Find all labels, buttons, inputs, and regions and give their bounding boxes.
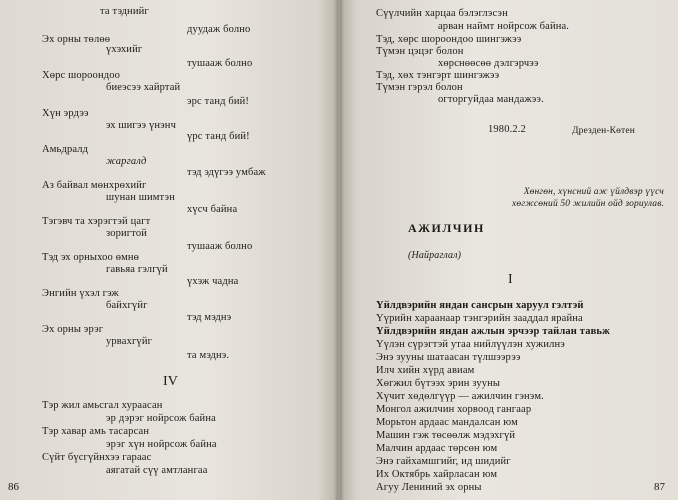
page-number: 86 — [8, 481, 19, 493]
poem-line: Энгийн үхэл гэж — [42, 288, 119, 299]
epigraph-line: хөгжсөний 50 жилийн ойд зориулав. — [512, 199, 664, 209]
poem-line: эр дэрэг нойрсож байна — [106, 413, 216, 424]
book-gutter — [334, 0, 344, 500]
left-page — [0, 0, 338, 500]
poem-line: Эх орны эрэг — [42, 324, 104, 335]
poem-line: Үйлдвэрийн яндан ажлын эрчээр тайлан тавьж — [376, 326, 610, 337]
poem-line: тушааж болно — [187, 58, 253, 69]
poem-line: Тэд, хөрс шороондоо шингэжээ — [376, 34, 522, 45]
poem-line: Үйлдвэрийн яндан сансрын харуул гэлтэй — [376, 300, 584, 311]
poem-line: эх шигээ үнэнч — [106, 120, 176, 131]
poem-line: гавьяа гэлгүй — [106, 264, 168, 275]
poem-line: Хүчит хөдөлгүүр — ажилчин гэнэм. — [376, 391, 544, 402]
poem-line: Үүрийн хараанаар тэнгэрийн зааддал ярайна — [376, 313, 583, 324]
right-page — [340, 0, 678, 500]
poem-line: үрс танд бий! — [187, 131, 250, 142]
poem-line: Сүйт бүсгүйнхээ гараас — [42, 452, 152, 463]
section-number: I — [508, 272, 513, 287]
poem-line: Аз байвал мөнхрөхийг — [42, 180, 147, 191]
poem-line: тэд эдүгээ умбаж — [187, 167, 266, 178]
poem-line: Түмэн гэрэл болон — [376, 82, 463, 93]
poem-line: эрэг хүн нойрсож байна — [106, 439, 217, 450]
poem-line: урвахгүйг — [106, 336, 153, 347]
poem-line: байхгүйг — [106, 300, 148, 311]
poem-line: аягатай сүү амтлангаа — [106, 465, 208, 476]
poem-line: Илч хийн хүрд авиам — [376, 365, 475, 376]
poem-line: арван наймт нойрсож байна. — [438, 21, 570, 32]
poem-line: Түмэн цэцэг болон — [376, 46, 464, 57]
poem-line: Малчин ардаас төрсөн юм — [376, 443, 498, 454]
poem-line: Тэгэвч та хэрэгтэй цагт — [42, 216, 151, 227]
poem-line: огторгуйдаа мандажээ. — [438, 94, 544, 105]
page-number: 87 — [654, 481, 665, 493]
section-number: IV — [163, 374, 179, 389]
poem-line: зоригтой — [106, 228, 148, 239]
poem-title: АЖИЛЧИН — [408, 221, 485, 235]
epigraph-line: Хөнгөн, хүнсний аж үйлдвэр үүсч — [523, 187, 664, 197]
poem-line: хүсч байна — [187, 204, 238, 215]
poem-line: Тэр хавар амь тасарсан — [42, 426, 150, 437]
poem-line: шунан шимтэн — [106, 192, 175, 203]
poem-line: Тэд эх орныхоо өмнө — [42, 252, 140, 263]
poem-line: Үүлэн сүрэгтэй утаа нийлүүлэн хужилнэ — [376, 339, 565, 350]
poem-line: Хөгжил бүтээх эрин зууны — [376, 378, 501, 389]
poem-line: үхэж чадна — [187, 276, 239, 287]
poem-line: Хөрс шороондоо — [42, 70, 121, 81]
poem-line: Агуу Лениний эх орны — [376, 482, 482, 493]
poem-line: та мэднэ. — [187, 350, 230, 361]
poem-line: жаргалд — [106, 156, 147, 167]
poem-line: Эх орны төлөө — [42, 34, 111, 45]
poem-line: Амьдралд — [42, 144, 89, 155]
poem-line: Морьтон ардаас мандалсан юм — [376, 417, 518, 428]
poem-line: та тэднийг — [100, 6, 149, 17]
poem-line: Монгол ажилчин хорвоод гангаар — [376, 404, 532, 415]
poem-date: 1980.2.2 — [488, 124, 526, 135]
poem-line: Тэр жил амьсгал хураасан — [42, 400, 163, 411]
poem-line: тэд мэднэ — [187, 312, 232, 323]
poem-line: эрс танд бий! — [187, 96, 250, 107]
poem-line: Машин гэж төсөөлж мэдэхгүй — [376, 430, 516, 441]
poem-line: Хүн эрдээ — [42, 108, 89, 119]
poem-line: Энэ гайхамшгийг, ид шидийг — [376, 456, 511, 467]
poem-place: Дрезден-Көтен — [572, 126, 635, 136]
poem-line: үхэхийг — [106, 44, 143, 55]
poem-line: Сүүлчийн харцаа бэлэглэсэн — [376, 8, 508, 19]
poem-line: дуудаж болно — [187, 24, 251, 35]
poem-line: биеэсээ хайртай — [106, 82, 181, 93]
poem-line: тушааж болно — [187, 241, 253, 252]
poem-line: Энэ зууны шатаасан түлшээрээ — [376, 352, 521, 363]
poem-subtitle: (Найраглал) — [408, 250, 462, 261]
poem-line: Тэд, хөх тэнгэрт шингэжээ — [376, 70, 500, 81]
poem-line: Их Октябрь хайрласан юм — [376, 469, 498, 480]
poem-line: хөрснөөсөө дэлгэрчээ — [438, 58, 539, 69]
